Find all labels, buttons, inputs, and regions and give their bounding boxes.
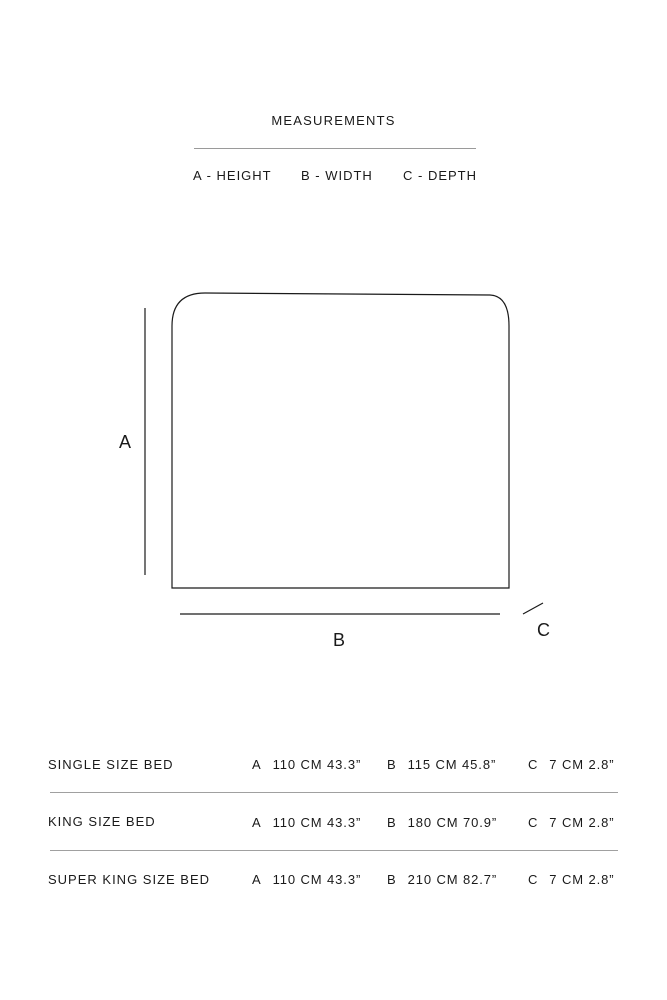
height-value: 110 CM 43.3” [272, 757, 362, 772]
row-name-single: SINGLE SIZE BED [48, 757, 174, 772]
legend-depth: C - DEPTH [403, 168, 477, 183]
width-key: B [387, 757, 397, 772]
height-value: 110 CM 43.3” [272, 815, 362, 830]
depth-value: 7 CM 2.8” [549, 872, 615, 887]
row-name-super-king: SUPER KING SIZE BED [48, 872, 211, 887]
measurements-title: MEASUREMENTS [271, 113, 396, 128]
width-value: 210 CM 82.7” [407, 872, 498, 887]
row-single-depth [528, 757, 614, 772]
row-single-height [252, 757, 361, 772]
width-value: 180 CM 70.9” [407, 815, 498, 830]
row-super-king-height [252, 872, 361, 887]
row-single-width [387, 757, 496, 772]
height-key: A [252, 872, 262, 887]
depth-key: C [528, 815, 539, 830]
row-king-height [252, 815, 361, 830]
height-key: A [252, 757, 262, 772]
row-super-king-depth [528, 872, 614, 887]
width-key: B [387, 815, 397, 830]
width-key: B [387, 872, 397, 887]
depth-key: C [528, 872, 539, 887]
row-super-king-width [387, 872, 497, 887]
depth-dimension-line [523, 603, 543, 614]
height-key: A [252, 815, 262, 830]
depth-value: 7 CM 2.8” [549, 757, 615, 772]
height-label: A [119, 432, 132, 452]
width-value: 115 CM 45.8” [407, 757, 497, 772]
legend-height: A - HEIGHT [193, 168, 272, 183]
row-king-depth [528, 815, 614, 830]
row-name-king: KING SIZE BED [48, 814, 156, 829]
depth-value: 7 CM 2.8” [549, 815, 615, 830]
width-label: B [333, 630, 346, 650]
height-value: 110 CM 43.3” [272, 872, 362, 887]
headboard-outline [172, 293, 509, 588]
row-divider [50, 792, 618, 793]
depth-label: C [537, 620, 550, 640]
row-king-width [387, 815, 497, 830]
depth-key: C [528, 757, 539, 772]
row-divider [50, 850, 618, 851]
legend-width: B - WIDTH [301, 168, 373, 183]
